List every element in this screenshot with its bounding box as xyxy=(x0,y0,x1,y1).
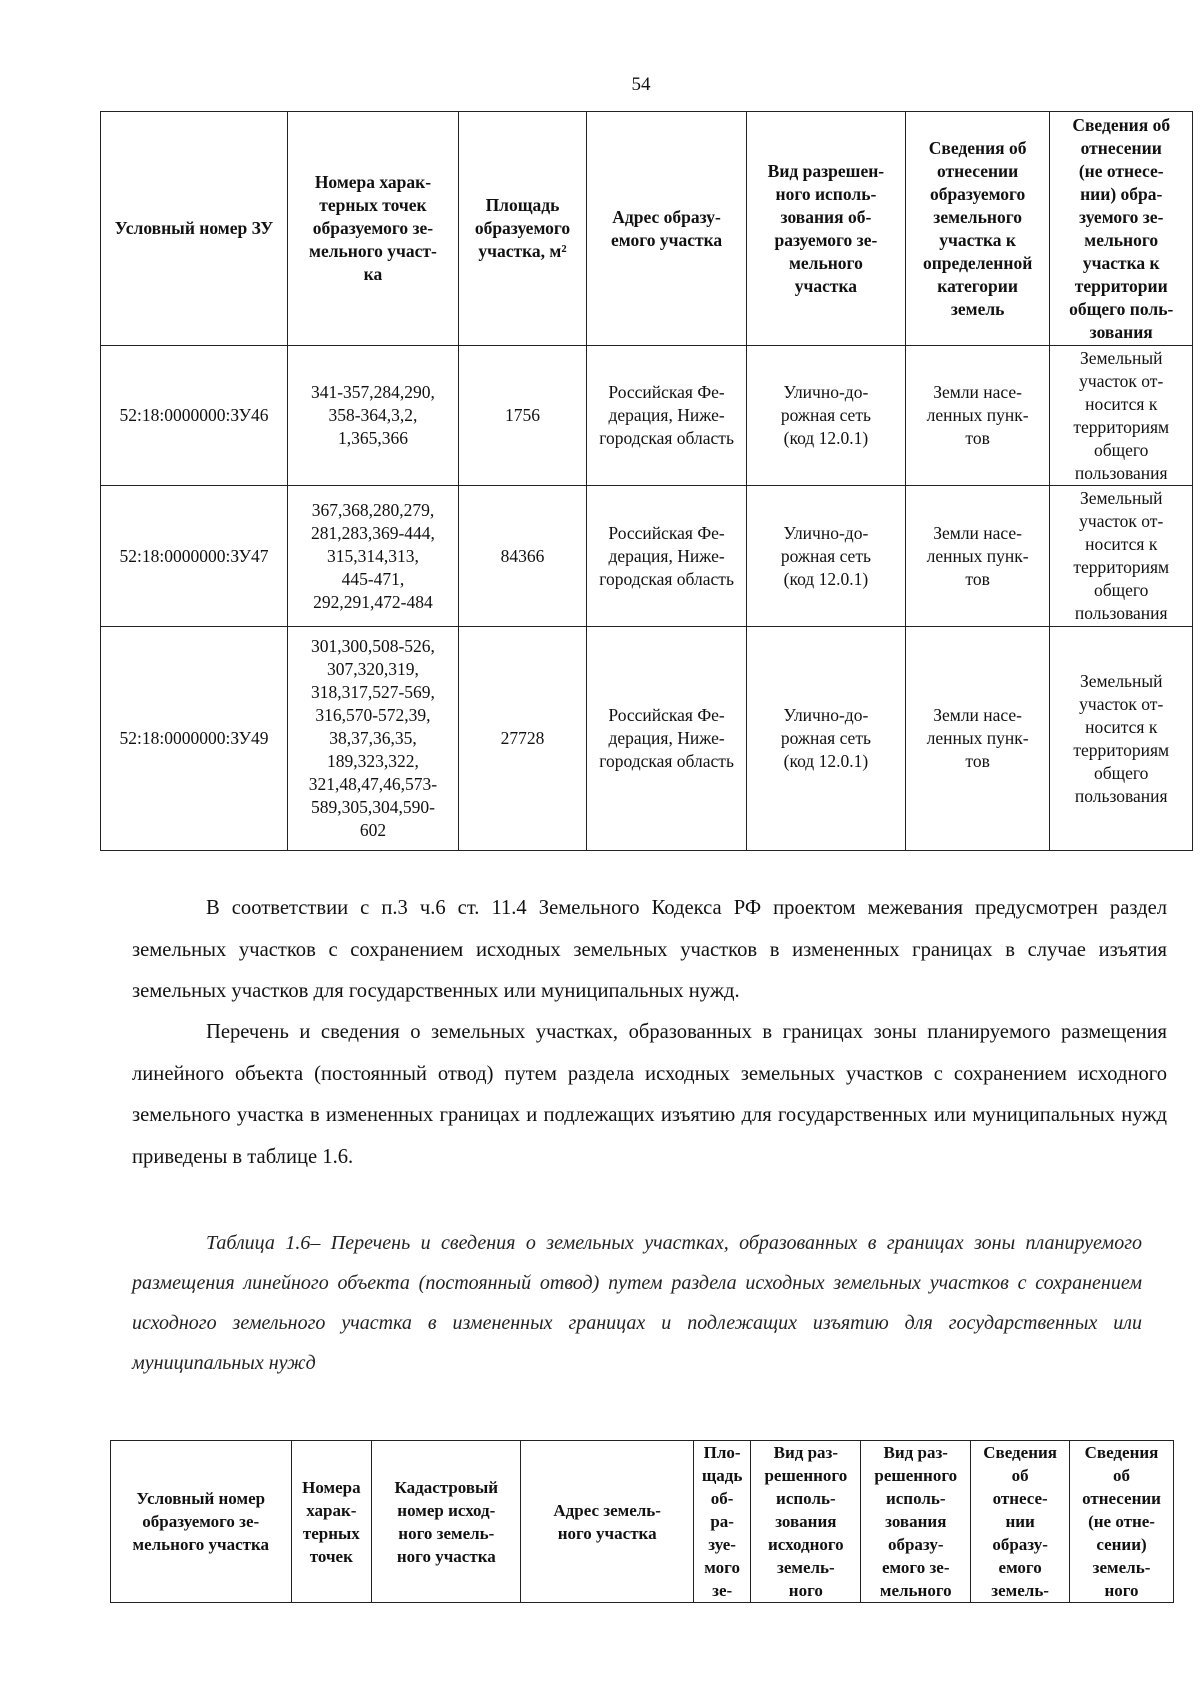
area-cell: 1756 xyxy=(458,346,586,486)
table-header-row xyxy=(101,112,1193,346)
header-cell: Площадь образуемого участка, м² xyxy=(458,112,586,346)
header-cell: Адрес земель- ного участка xyxy=(521,1441,693,1603)
header-cell: Кадастровый номер исход- ного земель- ного участка xyxy=(372,1441,521,1603)
public-cell: Земельный участок от- носится к территориям общего пользования xyxy=(1050,627,1193,851)
points-cell: 367,368,280,279, 281,283,369-444, 315,314,313, 445-471, 292,291,472-484 xyxy=(288,486,459,627)
body-paragraph: Перечень и сведения о земельных участках, образованных в границах зоны планируемого размещения линейного объекта (постоянный отвод) путем раздела исходных земельных участков с сохранением исходного земельного участка в измененных границах и подлежащих изъятию для государственных или муниципальных нужд приведены в таблице 1.6. xyxy=(132,1021,1167,1168)
table-caption: Таблица 1.6– Перечень и сведения о земельных участках, образованных в границах зоны планируемого размещения линейного объекта (постоянный отвод) путем раздела исходных земельных участков с сохранением исходного земельного участка в измененных границах и подлежащих изъятию для государственных или муниципальных нужд xyxy=(132,1232,1142,1374)
header-cell: Сведения об отнесе- нии образу- емого земель- xyxy=(971,1441,1070,1603)
table-header-row xyxy=(111,1441,1174,1603)
header-cell: Сведения об отнесении образуемого земельного участка к определенной категории земель xyxy=(905,112,1050,346)
category-cell: Земли насе- ленных пунк- тов xyxy=(905,627,1050,851)
table-row xyxy=(101,627,1193,851)
header-cell: Вид раз- решенного исполь- зования исходного земель- ного xyxy=(751,1441,861,1603)
points-cell: 341-357,284,290, 358-364,3,2, 1,365,366 xyxy=(288,346,459,486)
address-cell: Российская Фе- дерация, Ниже- городская область xyxy=(587,486,747,627)
address-cell: Российская Фе- дерация, Ниже- городская область xyxy=(587,346,747,486)
header-cell: Условный номер образуемого зе- мельного участка xyxy=(111,1441,292,1603)
category-cell: Земли насе- ленных пунк- тов xyxy=(905,346,1050,486)
table-row xyxy=(101,346,1193,486)
address-cell: Российская Фе- дерация, Ниже- городская область xyxy=(587,627,747,851)
land-plots-table xyxy=(100,111,1193,851)
table-1-6 xyxy=(110,1440,1174,1603)
page-number: 54 xyxy=(631,74,651,95)
use-cell: Улично-до- рожная сеть (код 12.0.1) xyxy=(747,486,906,627)
category-cell: Земли насе- ленных пунк- тов xyxy=(905,486,1050,627)
plot-id-cell: 52:18:0000000:ЗУ46 xyxy=(101,346,288,486)
header-cell: Вид разрешен- ного исполь- зования об- разуемого зе- мельного участка xyxy=(747,112,906,346)
header-cell: Сведения об отнесении (не отнесе- нии) обра- зуемого зе- мельного участка к территории общего поль- зования xyxy=(1050,112,1193,346)
header-cell: Сведения об отнесении (не отне- сении) земель- ного xyxy=(1070,1441,1174,1603)
body-paragraph: В соответствии с п.3 ч.6 ст. 11.4 Земельного Кодекса РФ проектом межевания предусмотрен раздел земельных участков с сохранением исходных земельных участков в измененных границах в случае изъятия земельных участков для государственных или муниципальных нужд. xyxy=(132,897,1167,1002)
points-cell: 301,300,508-526, 307,320,319, 318,317,527-569, 316,570-572,39, 38,37,36,35, 189,323,322, 321,48,47,46,573- 589,305,304,590- 602 xyxy=(288,627,459,851)
table-row xyxy=(101,486,1193,627)
header-cell: Вид раз- решенного исполь- зования образу- емого зе- мельного xyxy=(861,1441,971,1603)
page-bottom-margin xyxy=(0,1603,1200,1697)
header-cell: Номера харак- терных точек xyxy=(291,1441,372,1603)
plot-id-cell: 52:18:0000000:ЗУ47 xyxy=(101,486,288,627)
header-cell: Адрес образу- емого участка xyxy=(587,112,747,346)
public-cell: Земельный участок от- носится к территориям общего пользования xyxy=(1050,486,1193,627)
public-cell: Земельный участок от- носится к территориям общего пользования xyxy=(1050,346,1193,486)
header-cell: Пло- щадь об- ра- зуе- мого зе- xyxy=(693,1441,750,1603)
area-cell: 27728 xyxy=(458,627,586,851)
area-cell: 84366 xyxy=(458,486,586,627)
use-cell: Улично-до- рожная сеть (код 12.0.1) xyxy=(747,346,906,486)
use-cell: Улично-до- рожная сеть (код 12.0.1) xyxy=(747,627,906,851)
header-cell: Условный номер ЗУ xyxy=(101,112,288,346)
plot-id-cell: 52:18:0000000:ЗУ49 xyxy=(101,627,288,851)
header-cell: Номера харак- терных точек образуемого зе- мельного участ- ка xyxy=(288,112,459,346)
